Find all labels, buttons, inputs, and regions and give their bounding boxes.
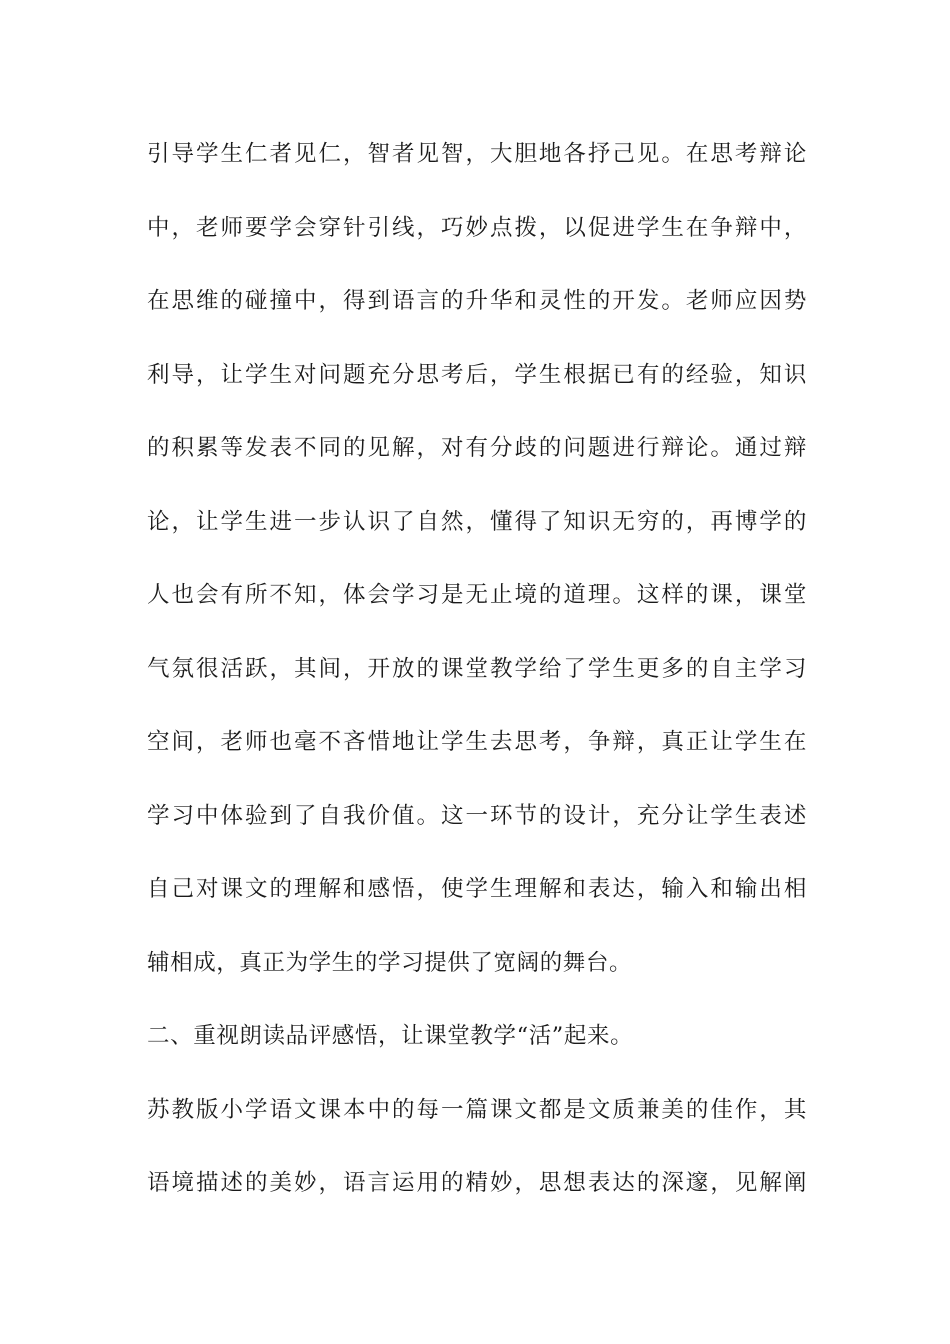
text-line: 的积累等发表不同的见解，对有分歧的问题进行辩论。通过辩 (147, 435, 807, 461)
paragraph-end-line: 辅相成，真正为学生的学习提供了宽阔的舞台。 (147, 949, 633, 976)
text-line: 学习中体验到了自我价值。这一环节的设计，充分让学生表述 (147, 802, 807, 829)
text-line: 空间，老师也毫不吝惜地让学生去思考，争辩，真正让学生在 (147, 729, 807, 755)
text-line: 中，老师要学会穿针引线，巧妙点拨，以促进学生在争辩中， (147, 214, 807, 241)
text-line: 语境描述的美妙，语言运用的精妙，思想表达的深邃，见解阐 (147, 1170, 807, 1196)
text-line: 论，让学生进一步认识了自然，懂得了知识无穷的，再博学的 (147, 508, 807, 535)
body-text (147, 131, 807, 1234)
text-line: 苏教版小学语文课本中的每一篇课文都是文质兼美的佳作，其 (147, 1096, 807, 1123)
section-heading: 二、重视朗读品评感悟，让课堂教学“活”起来。 (147, 1023, 634, 1049)
text-line: 在思维的碰撞中，得到语言的升华和灵性的开发。老师应因势 (147, 288, 807, 314)
text-line: 利导，让学生对问题充分思考后，学生根据已有的经验，知识 (147, 361, 807, 388)
text-line: 人也会有所不知，体会学习是无止境的道理。这样的课，课堂 (147, 582, 807, 608)
text-line: 自己对课文的理解和感悟，使学生理解和表达，输入和输出相 (147, 876, 807, 902)
text-line: 气氛很活跃，其间，开放的课堂教学给了学生更多的自主学习 (147, 655, 807, 682)
text-line: 引导学生仁者见仁，智者见智，大胆地各抒己见。在思考辩论 (147, 141, 807, 167)
